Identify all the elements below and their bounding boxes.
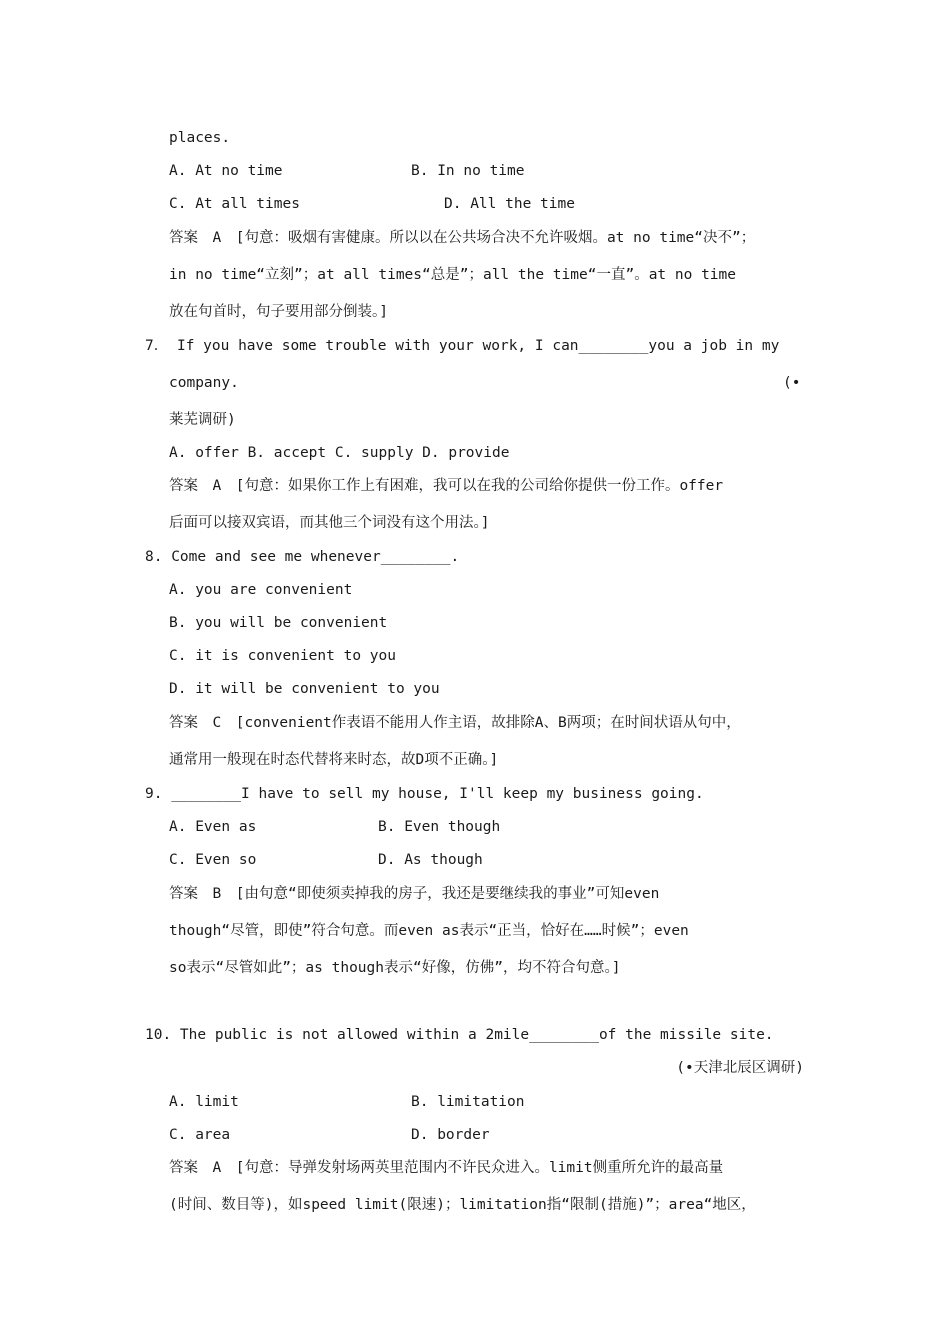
source-note: 莱芜调研) bbox=[169, 412, 236, 428]
option-c: C. it is convenient to you bbox=[169, 648, 396, 664]
option-b: B. In no time bbox=[411, 163, 525, 179]
question-10: 10. The public is not allowed within a 2mile________of the missile site. bbox=[145, 1027, 774, 1043]
answer-line: 答案 A [句意：吸烟有害健康。所以以在公共场合决不允许吸烟。at no time“决不”； bbox=[169, 230, 756, 246]
option-a: A. you are convenient bbox=[169, 582, 353, 598]
text-line: company. bbox=[169, 375, 239, 391]
options-line: A. offer B. accept C. supply D. provide bbox=[169, 445, 510, 461]
source-note: (•天津北辰区调研) bbox=[676, 1060, 804, 1076]
question-7: 7． If you have some trouble with your work, I can________you a job in my bbox=[145, 338, 780, 354]
question-8: 8. Come and see me whenever________. bbox=[145, 549, 460, 565]
option-b: B. limitation bbox=[411, 1094, 525, 1110]
text-line: places. bbox=[169, 130, 231, 146]
option-d: D. As though bbox=[378, 852, 483, 868]
answer-line: 答案 A [句意：如果你工作上有困难，我可以在我的公司给你提供一份工作。offer bbox=[169, 478, 724, 494]
option-a: A. Even as bbox=[169, 819, 257, 835]
option-b: B. you will be convenient bbox=[169, 615, 388, 631]
option-c: C. area bbox=[169, 1127, 231, 1143]
option-d: D. All the time bbox=[444, 196, 575, 212]
question-9: 9. ________I have to sell my house, I'll keep my business going. bbox=[145, 786, 704, 802]
answer-line: 答案 B [由句意“即使须卖掉我的房子，我还是要继续我的事业”可知even bbox=[169, 886, 660, 902]
answer-line: in no time“立刻”；at all times“总是”；all the time“一直”。at no time bbox=[169, 267, 736, 283]
option-a: A. limit bbox=[169, 1094, 239, 1110]
option-d: D. border bbox=[411, 1127, 490, 1143]
option-b: B. Even though bbox=[378, 819, 501, 835]
option-c: C. At all times bbox=[169, 196, 300, 212]
option-a: A. At no time bbox=[169, 163, 283, 179]
answer-line: 答案 C [convenient作表语不能用人作主语，故排除A、B两项；在时间状语从句中， bbox=[169, 715, 741, 731]
answer-line: so表示“尽管如此”；as though表示“好像，仿佛”，均不符合句意。] bbox=[169, 960, 621, 976]
answer-line: (时间、数目等)，如speed limit(限速)；limitation指“限制(措施)”；area“地区， bbox=[169, 1197, 756, 1213]
answer-line: 通常用一般现在时态代替将来时态，故D项不正确。] bbox=[169, 752, 499, 768]
answer-line: 答案 A [句意：导弹发射场两英里范围内不许民众进入。limit侧重所允许的最高量 bbox=[169, 1160, 724, 1176]
answer-line: 放在句首时，句子要用部分倒装。] bbox=[169, 304, 388, 320]
answer-line: 后面可以接双宾语，而其他三个词没有这个用法。] bbox=[169, 515, 490, 531]
option-c: C. Even so bbox=[169, 852, 257, 868]
answer-line: though“尽管，即使”符合句意。而even as表示“正当，恰好在……时候”；even bbox=[169, 923, 689, 939]
source-note: (• bbox=[783, 375, 801, 391]
option-d: D. it will be convenient to you bbox=[169, 681, 440, 697]
